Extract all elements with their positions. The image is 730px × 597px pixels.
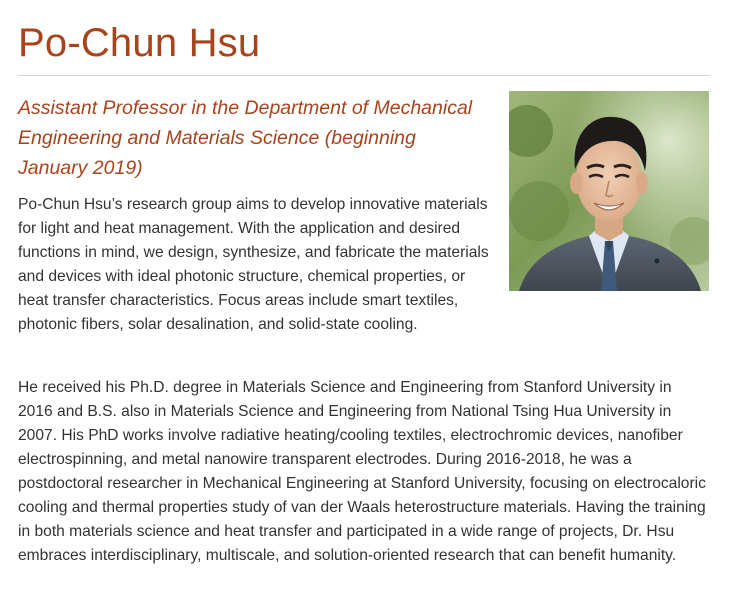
page-title: Po-Chun Hsu: [18, 21, 261, 65]
title-divider: [18, 75, 710, 76]
profile-intro: [18, 91, 710, 362]
research-summary: Po-Chun Hsu’s research group aims to develop innovative materials for light and heat management. With the application and desired functions in mind, we design, synthesize, and fabricate the materials and devices with ideal photonic structure, chemical properties, or heat transfer characteristics. Focus areas include smart textiles, photonic fibers, solar desalination, and solid-state cooling.: [18, 196, 489, 333]
profile-subtitle: Assistant Professor in the Department of Mechanical Engineering and Materials Science (beginning January 2019): [18, 97, 473, 179]
profile-page: [18, 0, 710, 564]
portrait-illustration: [509, 91, 709, 291]
biography: He received his Ph.D. degree in Materials Science and Engineering from Stanford University in 2016 and B.S. also in Materials Science and Engineering from National Tsing Hua University in 2007. His PhD works involve radiative heating/cooling textiles, electrochromic devices, nanofiber electrospinning, and metal nanowire transparent electrodes. During 2016-2018, he was a postdoctoral researcher in Mechanical Engineering at Stanford University, focusing on electrocaloric cooling and thermal properties study of van der Waals heterostructure materials. Having the training in both materials science and heat transfer and participated in a wide range of projects, Dr. Hsu embraces interdisciplinary, multiscale, and solution-oriented research that can benefit humanity.: [18, 379, 706, 564]
portrait-photo: [509, 91, 709, 291]
